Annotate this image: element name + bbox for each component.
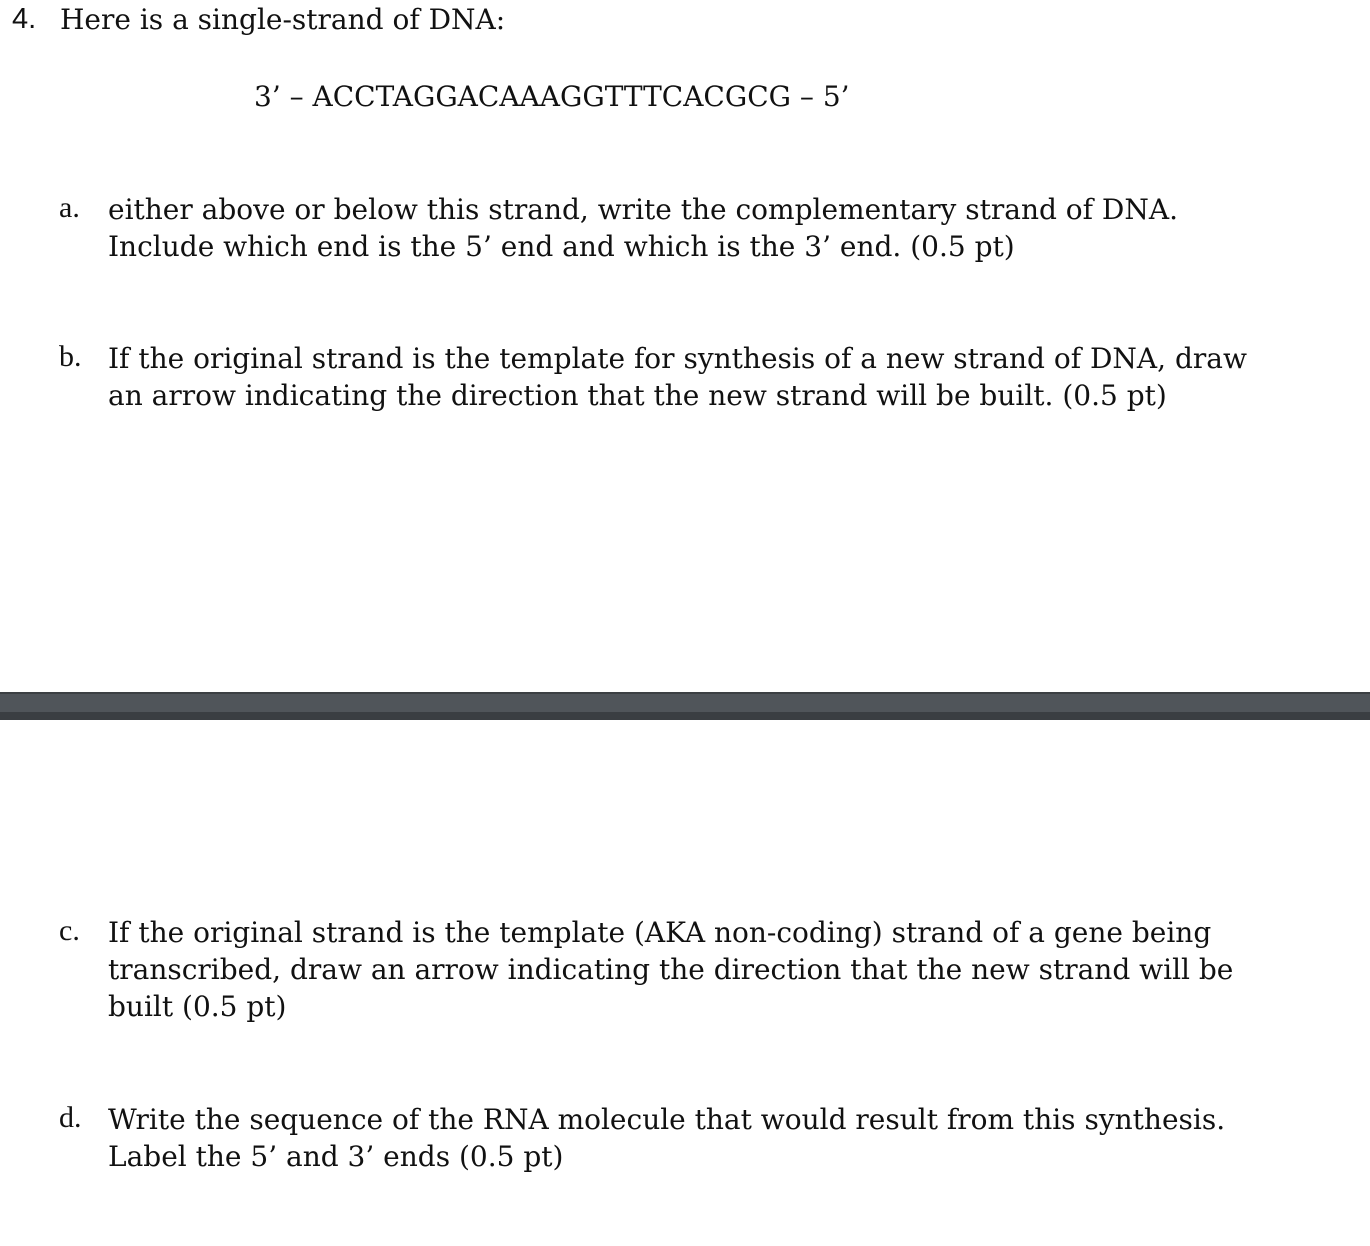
- item-letter: b.: [59, 340, 82, 373]
- item-text: [108, 914, 1233, 1025]
- item-line: Include which end is the 5’ end and which is the 3’ end. (0.5 pt): [108, 230, 1015, 263]
- item-line: built (0.5 pt): [108, 990, 287, 1023]
- item-text: [108, 1101, 1225, 1175]
- item-line: If the original strand is the template for synthesis of a new strand of DNA, draw: [108, 342, 1247, 375]
- item-text: [108, 191, 1178, 265]
- dna-strand: 3’ – ACCTAGGACAAAGGTTTCACGCG – 5’: [254, 80, 850, 113]
- item-line: If the original strand is the template (AKA non-coding) strand of a gene being: [108, 916, 1212, 949]
- item-line: transcribed, draw an arrow indicating the direction that the new strand will be: [108, 953, 1234, 986]
- item-line: Write the sequence of the RNA molecule that would result from this synthesis.: [108, 1103, 1226, 1136]
- item-line: Label the 5’ and 3’ ends (0.5 pt): [108, 1140, 564, 1173]
- item-text: [108, 340, 1247, 414]
- item-line: either above or below this strand, write the complementary strand of DNA.: [108, 193, 1178, 226]
- item-letter: d.: [59, 1101, 82, 1134]
- item-line: an arrow indicating the direction that the new strand will be built. (0.5 pt): [108, 379, 1167, 412]
- item-letter: a.: [59, 191, 80, 224]
- question-prompt: Here is a single-strand of DNA:: [60, 3, 506, 36]
- page-break-divider: [0, 692, 1370, 720]
- item-letter: c.: [59, 914, 80, 947]
- question-number: 4.: [12, 3, 37, 35]
